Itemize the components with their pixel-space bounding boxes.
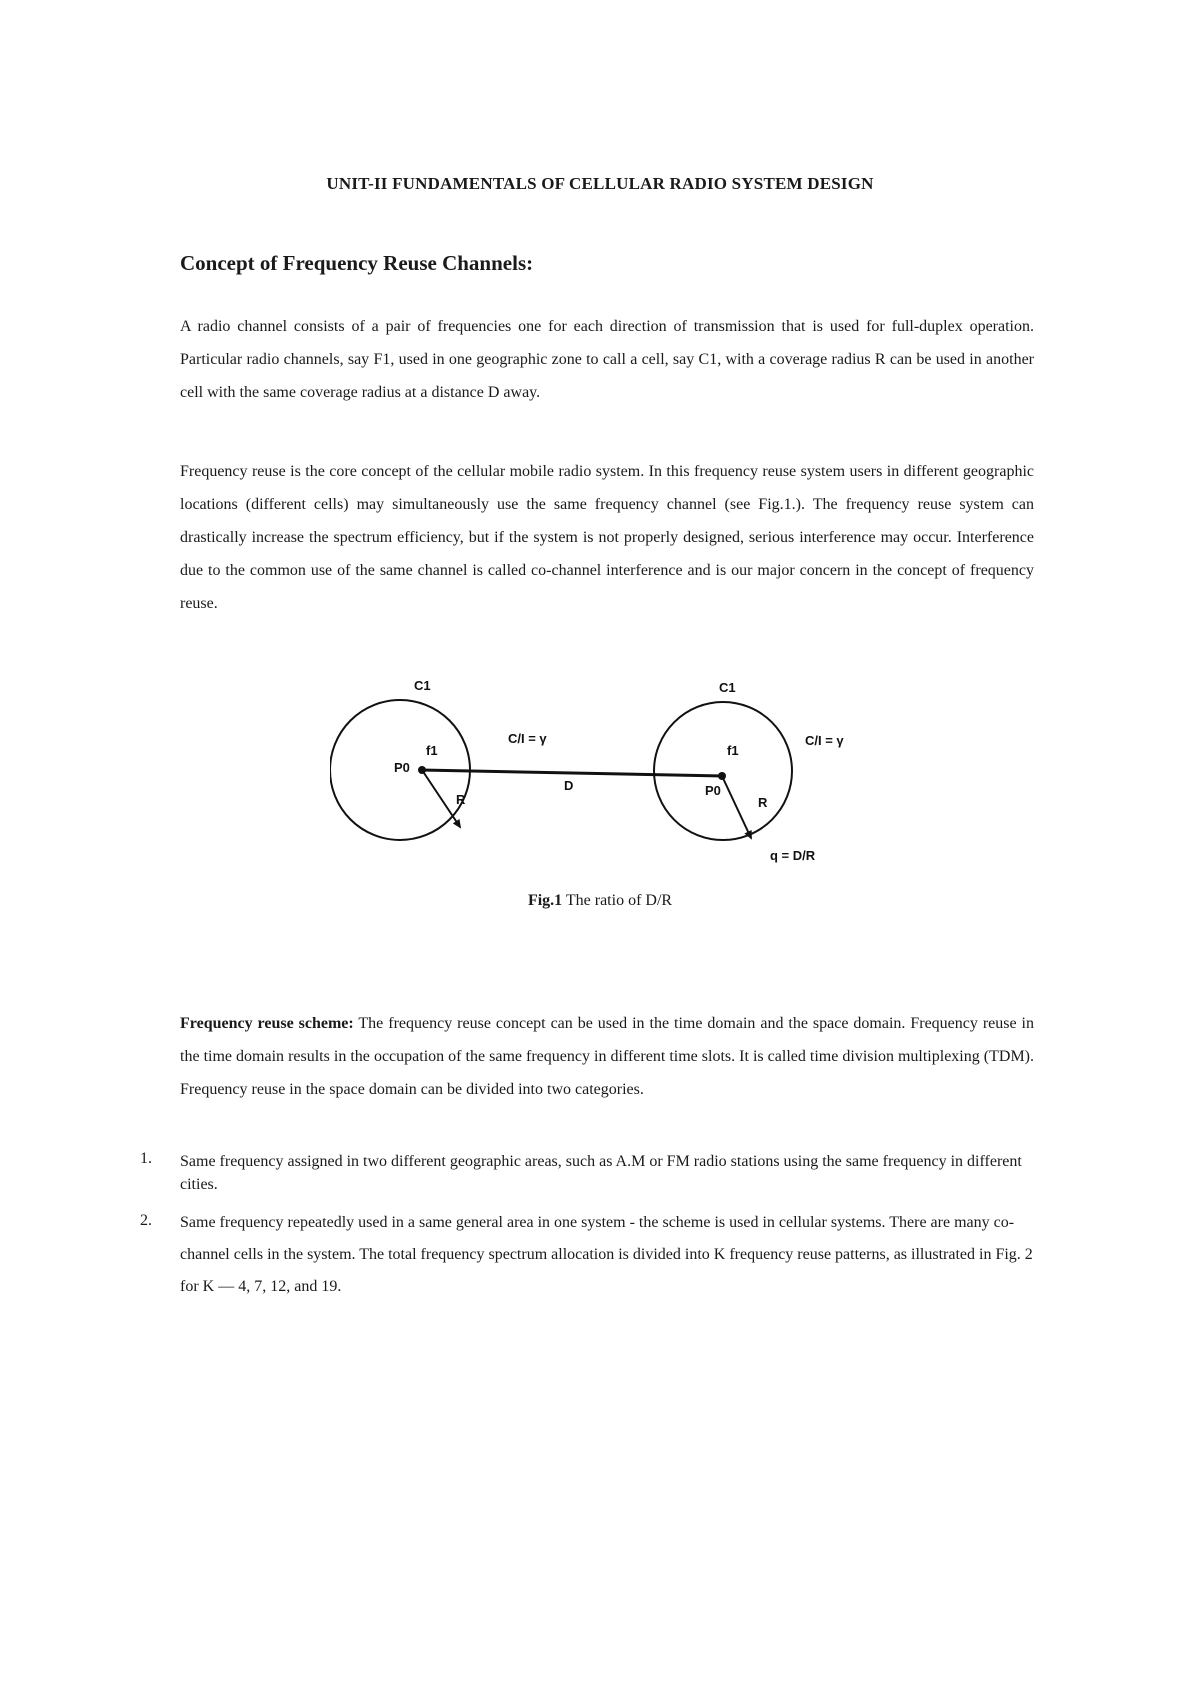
unit-title: UNIT-II FUNDAMENTALS OF CELLULAR RADIO SYSTEM DESIGN bbox=[326, 174, 874, 193]
caption-text: The ratio of D/R bbox=[562, 892, 673, 909]
left-radius-arrow bbox=[422, 770, 460, 827]
paragraph-frequency-reuse: Frequency reuse is the core concept of the cellular mobile radio system. In this frequency reuse system users in different geographic locations (different cells) may simultaneously use the same frequency channel (see Fig.1.). The frequency reuse system can drastically increase the spectrum efficiency, but if the system is not properly designed, serious interference may occur. Interference due to the common use of the same channel is called co-channel interference and is our major concern in the concept of frequency reuse. bbox=[180, 463, 1034, 612]
paragraph-radio-channel: A radio channel consists of a pair of frequencies one for each direction of transmission that is used for full-duplex operation. Particular radio channels, say F1, used in one geographic zone to call a cell, say C1, with a coverage radius R can be used in another cell with the same coverage radius at a distance D away. bbox=[180, 318, 1034, 401]
right-radius-arrow bbox=[722, 776, 751, 838]
frequency-reuse-figure bbox=[330, 660, 900, 875]
paragraph-reuse-scheme bbox=[180, 1007, 1034, 1106]
right-ci-label: C/I = γ bbox=[805, 733, 844, 748]
left-freq-label: f1 bbox=[426, 743, 438, 758]
left-ci-label: C/I = γ bbox=[508, 731, 547, 746]
reuse-scheme-text: The frequency reuse concept can be used in the time domain and the space domain. Frequency reuse in the time domain results in the occupation of the same frequency in different time slots. It is called time division multiplexing (TDM). Frequency reuse in the space domain can be divided into two categories. bbox=[180, 1015, 1035, 1098]
distance-line bbox=[421, 770, 723, 776]
list-number: 1. bbox=[140, 1150, 152, 1167]
list-number: 2. bbox=[140, 1212, 152, 1229]
left-radius-label: R bbox=[456, 792, 466, 807]
right-radius-label: R bbox=[758, 795, 768, 810]
list-text: Same frequency repeatedly used in a same general area in one system - the scheme is used in cellular systems. There are many co-channel cells in the system. The total frequency spectrum allocation is divided into K frequency reuse patterns, as illustrated in Fig. 2 for K — 4, 7, 12, and 19. bbox=[180, 1214, 1033, 1295]
right-cell-circle bbox=[654, 702, 792, 840]
right-cell-label: C1 bbox=[719, 680, 736, 695]
right-center-label: P0 bbox=[705, 783, 721, 798]
section-heading: Concept of Frequency Reuse Channels: bbox=[180, 251, 534, 275]
left-center-label: P0 bbox=[394, 760, 410, 775]
ratio-label: q = D/R bbox=[770, 848, 816, 863]
reuse-scheme-lead: Frequency reuse scheme: bbox=[180, 1015, 354, 1032]
right-freq-label: f1 bbox=[727, 743, 739, 758]
list-text: Same frequency assigned in two different geographic areas, such as A.M or FM radio stations using the same frequency in different cities. bbox=[180, 1153, 1022, 1193]
figure-caption bbox=[0, 892, 1200, 910]
caption-prefix: Fig.1 bbox=[527, 892, 563, 909]
frequency-reuse-diagram bbox=[330, 660, 900, 875]
left-cell-label: C1 bbox=[414, 678, 431, 693]
distance-label: D bbox=[564, 778, 574, 793]
